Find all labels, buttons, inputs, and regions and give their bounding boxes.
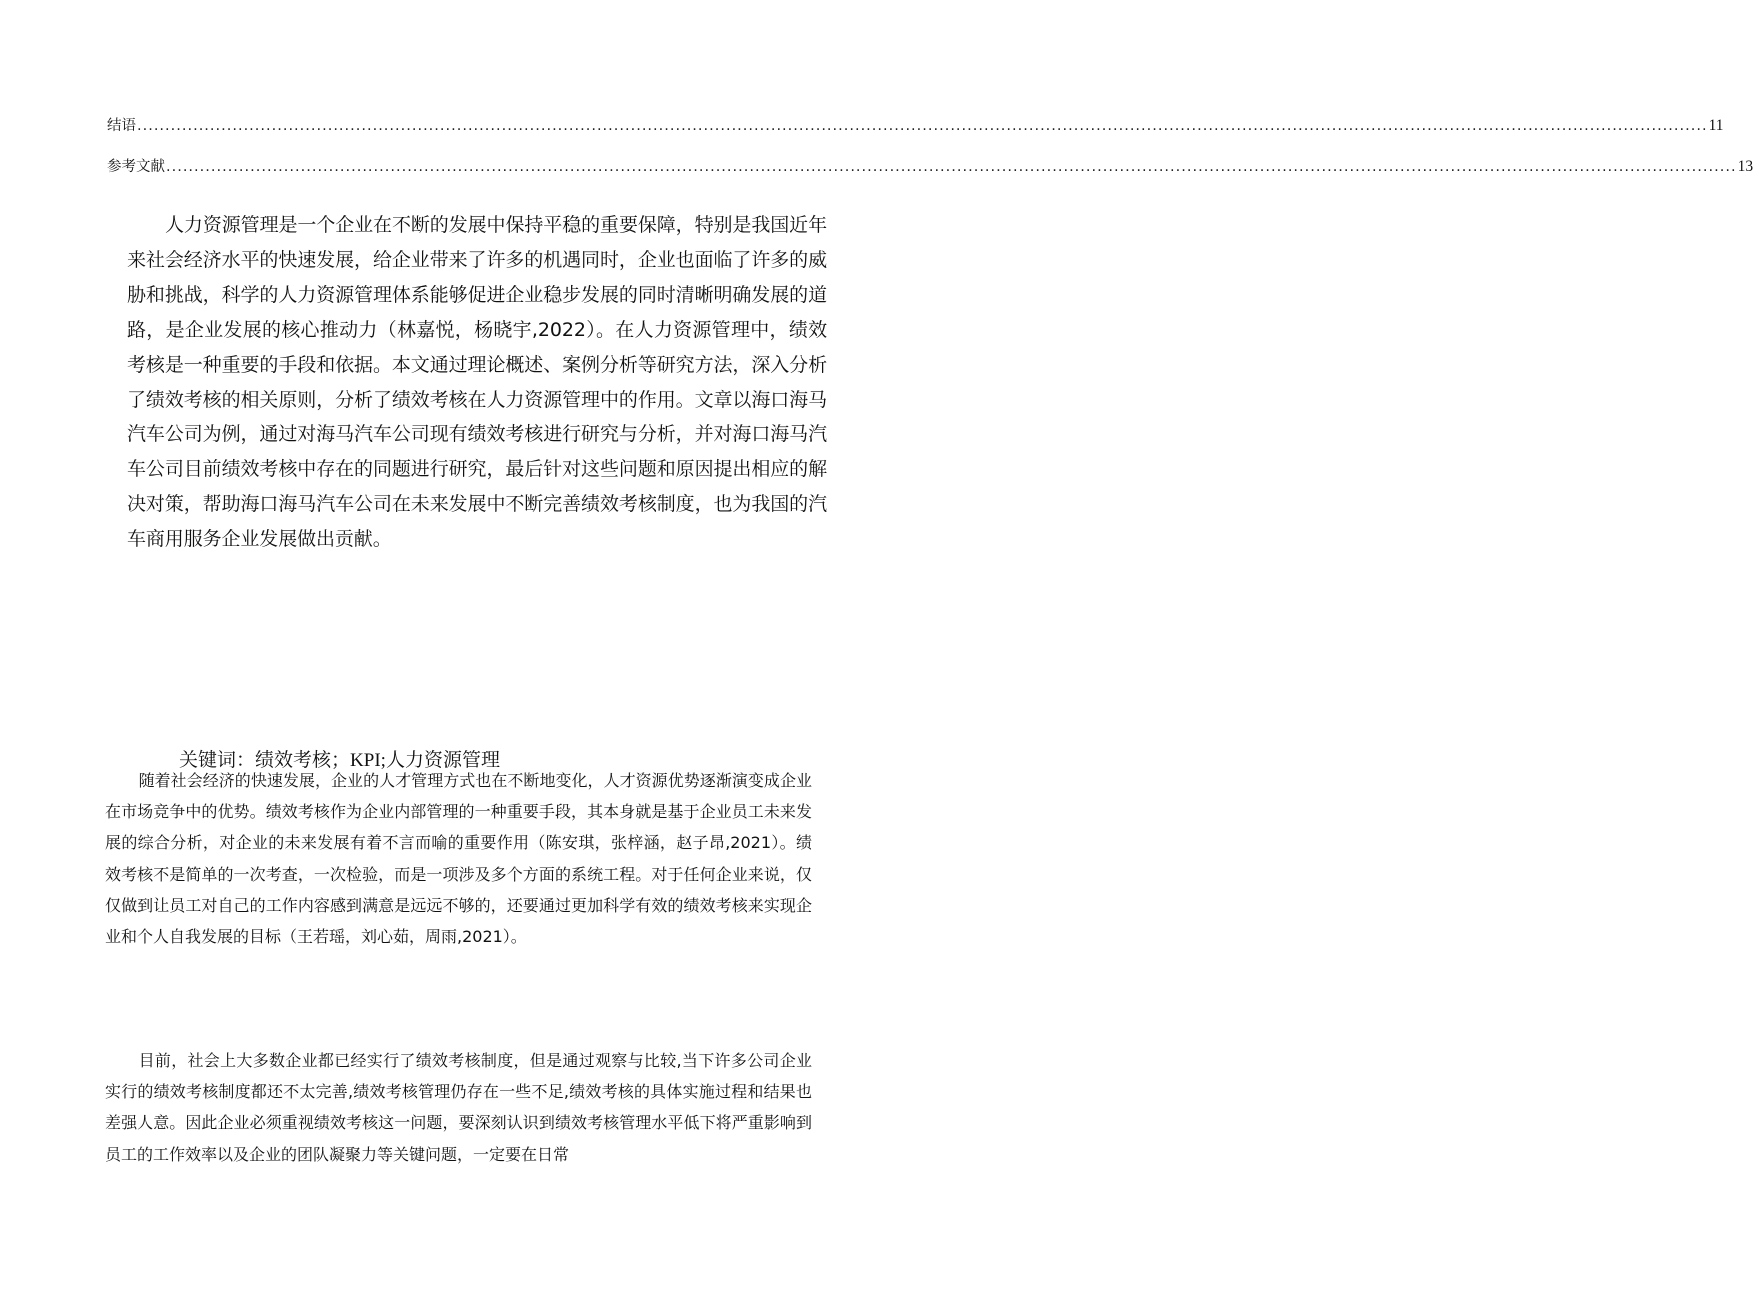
toc-title: 结语: [107, 118, 136, 134]
keywords-label: 关键词：: [179, 749, 256, 771]
body-paragraph-1: 随着社会经济的快速发展，企业的人才管理方式也在不断地变化，人才资源优势逐渐演变成企业在市场竞争中的优势。绩效考核作为企业内部管理的一种重要手段，其本身就是基于企业员工未来发展的综合分析，对企业的未来发展有着不言而喻的重要作用（陈安琪，张梓涵，赵子昂,2021）。绩效考核不是简单的一次考查，一次检验，而是一项涉及多个方面的系统工程。对于任何企业来说，仅仅做到让员工对自己的工作内容感到满意是远远不够的，还要通过更加科学有效的绩效考核来实现企业和个人自我发展的目标（王若瑶，刘心茹，周雨,2021）。: [105, 771, 812, 947]
toc-entry-references[interactable]: [107, 157, 1753, 177]
toc-page-number: 13: [1737, 158, 1753, 175]
keyword-hrm: 人力资源管理: [385, 749, 500, 771]
toc-dot-leader: ........................................................................................................................................................................................................................................................................................: [137, 118, 1708, 134]
toc-title: 参考文献: [107, 159, 165, 175]
toc-page-number: 11: [1708, 117, 1724, 134]
keyword-kpi: KPI;: [350, 750, 386, 771]
keyword-performance-appraisal: 绩效考核；: [255, 749, 351, 771]
toc-entry-conclusion[interactable]: [107, 116, 1724, 136]
toc-dot-leader: ........................................................................................................................................................................................................................................................................................: [166, 159, 1737, 175]
body-paragraph-2: 目前，社会上大多数企业都已经实行了绩效考核制度，但是通过观察与比较,当下许多公司企业实行的绩效考核制度都还不太完善,绩效考核管理仍存在一些不足,绩效考核的具体实施过程和结果也差强人意。因此企业必须重视绩效考核这一问题，要深刻认识到绩效考核管理水平低下将严重影响到员工的工作效率以及企业的团队凝聚力等关键问题，一定要在日常: [105, 1051, 812, 1164]
abstract-paragraph: 人力资源管理是一个企业在不断的发展中保持平稳的重要保障，特别是我国近年来社会经济水平的快速发展，给企业带来了许多的机遇同时，企业也面临了许多的威胁和挑战，科学的人力资源管理体系能够促进企业稳步发展的同时清晰明确发展的道路，是企业发展的核心推动力（林嘉悦，杨晓宇,2022）。在人力资源管理中，绩效考核是一种重要的手段和依据。本文通过理论概述、案例分析等研究方法，深入分析了绩效考核的相关原则，分析了绩效考核在人力资源管理中的作用。文章以海口海马汽车公司为例，通过对海马汽车公司现有绩效考核进行研究与分析，并对海口海马汽车公司目前绩效考核中存在的同题进行研究，最后针对这些问题和原因提出相应的解决对策，帮助海口海马汽车公司在未来发展中不断完善绩效考核制度，也为我国的汽车商用服务企业发展做出贡献。: [127, 214, 827, 551]
